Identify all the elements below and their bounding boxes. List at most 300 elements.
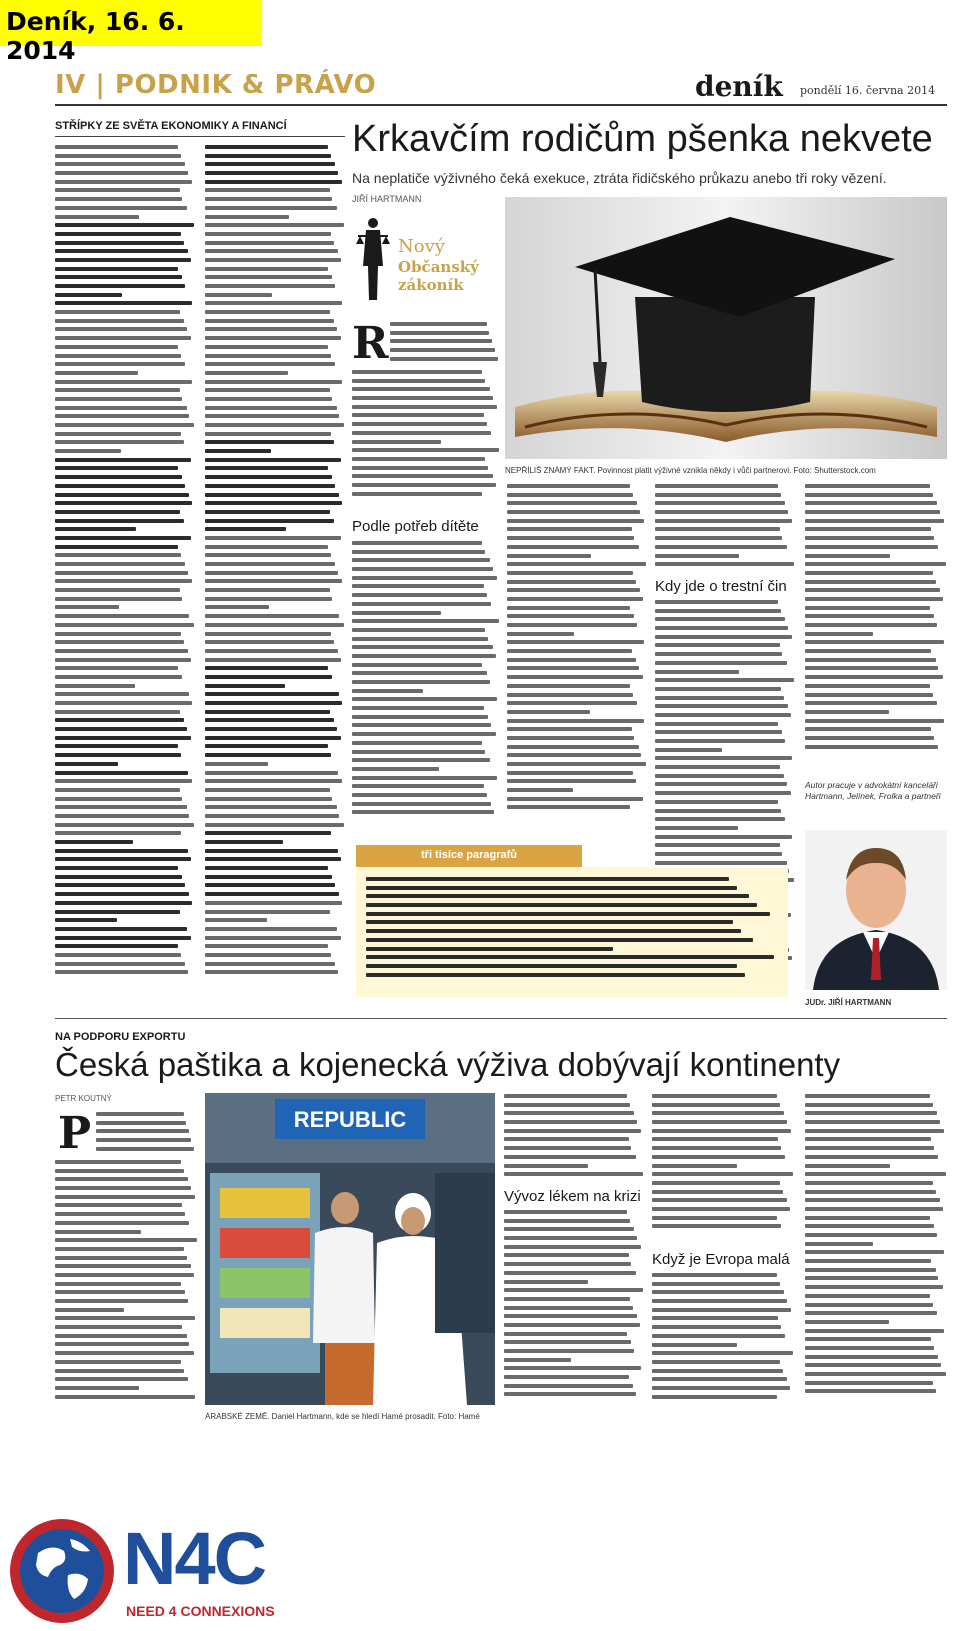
text-line bbox=[504, 1384, 633, 1388]
text-line bbox=[55, 1360, 181, 1364]
text-line bbox=[96, 1121, 186, 1125]
text-line bbox=[55, 545, 178, 549]
text-line bbox=[55, 527, 136, 531]
text-line bbox=[205, 571, 338, 575]
text-line bbox=[55, 423, 194, 427]
text-line bbox=[55, 1282, 181, 1286]
text-line bbox=[55, 840, 133, 844]
text-line bbox=[55, 1316, 195, 1320]
text-line bbox=[366, 920, 733, 924]
text-line bbox=[504, 1111, 634, 1115]
text-line bbox=[55, 675, 182, 679]
text-line bbox=[652, 1325, 781, 1329]
text-line bbox=[205, 866, 328, 870]
text-line bbox=[205, 936, 341, 940]
text-line bbox=[352, 767, 439, 771]
text-line bbox=[805, 1320, 889, 1324]
text-line bbox=[805, 588, 940, 592]
text-line bbox=[205, 241, 334, 245]
newspaper-logo: deník bbox=[695, 70, 783, 103]
text-line bbox=[352, 387, 490, 391]
text-line bbox=[805, 666, 938, 670]
text-line bbox=[352, 697, 497, 701]
trade-fair-photo bbox=[205, 1093, 495, 1405]
text-line bbox=[205, 458, 341, 462]
text-line bbox=[507, 554, 591, 558]
text-line bbox=[805, 710, 889, 714]
text-line bbox=[805, 545, 938, 549]
text-line bbox=[96, 1147, 194, 1151]
text-line bbox=[205, 744, 328, 748]
text-line bbox=[55, 484, 185, 488]
text-line bbox=[507, 623, 637, 627]
logo-tagline: NEED 4 CONNEXIONS bbox=[126, 1603, 275, 1619]
text-line bbox=[352, 457, 485, 461]
text-line bbox=[352, 602, 491, 606]
text-line bbox=[55, 658, 191, 662]
text-line bbox=[55, 1212, 185, 1216]
text-line bbox=[805, 597, 943, 601]
text-line bbox=[205, 944, 328, 948]
text-line bbox=[504, 1288, 643, 1292]
text-line bbox=[805, 1146, 934, 1150]
text-line bbox=[504, 1129, 641, 1133]
text-line bbox=[507, 710, 590, 714]
text-line bbox=[655, 826, 738, 830]
text-line bbox=[55, 475, 182, 479]
text-line bbox=[507, 727, 632, 731]
text-line bbox=[655, 609, 781, 613]
text-line bbox=[352, 723, 491, 727]
text-line bbox=[55, 414, 189, 418]
text-line bbox=[507, 501, 637, 505]
text-line bbox=[205, 171, 338, 175]
text-line bbox=[205, 814, 339, 818]
text-line bbox=[55, 1334, 187, 1338]
text-line bbox=[655, 774, 784, 778]
text-line bbox=[655, 852, 782, 856]
text-line bbox=[205, 579, 342, 583]
info-box-title: tři tisíce paragrafů bbox=[421, 849, 517, 861]
main-article-author: JIŘÍ HARTMANN bbox=[352, 194, 422, 204]
text-line bbox=[96, 1138, 191, 1142]
text-line bbox=[805, 1129, 944, 1133]
text-line bbox=[205, 831, 331, 835]
text-line bbox=[390, 339, 492, 343]
text-line bbox=[205, 466, 328, 470]
text-line bbox=[652, 1137, 778, 1141]
text-line bbox=[205, 892, 339, 896]
text-line bbox=[352, 448, 499, 452]
text-line bbox=[507, 762, 646, 766]
text-line bbox=[504, 1392, 636, 1396]
text-line bbox=[390, 348, 495, 352]
text-line bbox=[205, 805, 337, 809]
text-line bbox=[55, 1247, 184, 1251]
text-line bbox=[805, 519, 944, 523]
main-text-col-3a bbox=[655, 484, 795, 574]
text-line bbox=[366, 929, 741, 933]
text-line bbox=[205, 632, 331, 636]
text-line bbox=[205, 771, 338, 775]
text-line bbox=[652, 1129, 791, 1133]
text-line bbox=[55, 866, 178, 870]
export-subhead-1: Vývoz lékem na krizi bbox=[504, 1188, 641, 1205]
text-line bbox=[652, 1164, 737, 1168]
text-line bbox=[205, 258, 341, 262]
text-line bbox=[55, 319, 184, 323]
text-line bbox=[366, 964, 737, 968]
text-line bbox=[205, 779, 342, 783]
text-line bbox=[55, 388, 180, 392]
text-line bbox=[55, 354, 181, 358]
main-text-col-4 bbox=[805, 484, 947, 772]
text-line bbox=[205, 901, 342, 905]
text-line bbox=[55, 553, 181, 557]
text-line bbox=[805, 1389, 936, 1393]
text-line bbox=[352, 576, 497, 580]
text-line bbox=[652, 1190, 783, 1194]
text-line bbox=[504, 1297, 630, 1301]
text-line bbox=[55, 857, 191, 861]
text-line bbox=[352, 654, 496, 658]
text-line bbox=[805, 1276, 938, 1280]
text-line bbox=[205, 206, 337, 210]
author-portrait bbox=[805, 830, 947, 990]
text-line bbox=[55, 1186, 191, 1190]
text-line bbox=[205, 927, 337, 931]
text-line bbox=[55, 293, 122, 297]
main-text-col-1c bbox=[352, 541, 500, 833]
main-photo-caption: NEPŘÍLIŠ ZNÁMÝ FAKT. Povinnost platit výživné vznikla někdy i vůči partnerovi. Foto: Shutterstock.com bbox=[505, 466, 876, 475]
text-line bbox=[507, 484, 630, 488]
text-line bbox=[507, 519, 644, 523]
text-line bbox=[352, 663, 482, 667]
text-line bbox=[507, 719, 644, 723]
text-line bbox=[507, 493, 633, 497]
text-line bbox=[655, 756, 792, 760]
text-line bbox=[805, 640, 944, 644]
main-article-subtitle: Na neplatiče výživného čeká exekuce, ztráta řidičského průkazu anebo tři roky vězení. bbox=[352, 170, 887, 186]
section-heading: IV | PODNIK & PRÁVO bbox=[55, 70, 377, 100]
text-line bbox=[655, 722, 778, 726]
text-line bbox=[55, 519, 184, 523]
text-line bbox=[205, 154, 331, 158]
text-line bbox=[205, 649, 338, 653]
text-line bbox=[507, 536, 634, 540]
text-line bbox=[55, 171, 188, 175]
text-line bbox=[205, 406, 337, 410]
text-line bbox=[352, 776, 497, 780]
text-line bbox=[504, 1227, 634, 1231]
text-line bbox=[55, 1342, 189, 1346]
text-line bbox=[507, 684, 630, 688]
export-text-col-1a bbox=[96, 1112, 196, 1157]
text-line bbox=[390, 357, 498, 361]
text-line bbox=[655, 545, 787, 549]
text-line bbox=[504, 1332, 627, 1336]
text-line bbox=[352, 405, 497, 409]
text-line bbox=[205, 301, 342, 305]
text-line bbox=[655, 643, 780, 647]
text-line bbox=[352, 611, 441, 615]
text-line bbox=[55, 944, 178, 948]
text-line bbox=[655, 765, 780, 769]
text-line bbox=[55, 215, 139, 219]
text-line bbox=[205, 605, 269, 609]
text-line bbox=[655, 527, 780, 531]
text-line bbox=[507, 614, 634, 618]
text-line bbox=[205, 623, 344, 627]
text-line bbox=[366, 955, 774, 959]
text-line bbox=[55, 1290, 185, 1294]
main-text-col-1a bbox=[390, 322, 500, 367]
text-line bbox=[655, 562, 794, 566]
text-line bbox=[805, 1094, 930, 1098]
text-line bbox=[205, 371, 288, 375]
text-line bbox=[805, 1224, 934, 1228]
text-line bbox=[652, 1146, 781, 1150]
text-line bbox=[55, 901, 192, 905]
text-line bbox=[55, 736, 191, 740]
text-line bbox=[352, 637, 488, 641]
text-line bbox=[805, 1381, 933, 1385]
text-line bbox=[205, 475, 332, 479]
text-line bbox=[55, 1177, 188, 1181]
text-line bbox=[352, 750, 485, 754]
text-line bbox=[55, 875, 182, 879]
text-line bbox=[504, 1349, 634, 1353]
text-line bbox=[55, 1273, 194, 1277]
text-line bbox=[805, 1216, 930, 1220]
text-line bbox=[55, 258, 191, 262]
text-line bbox=[805, 1363, 941, 1367]
text-line bbox=[55, 267, 178, 271]
text-line bbox=[507, 606, 630, 610]
text-line bbox=[352, 671, 487, 675]
text-line bbox=[805, 1120, 940, 1124]
text-line bbox=[205, 692, 339, 696]
text-line bbox=[55, 779, 192, 783]
graduation-cap-photo bbox=[505, 197, 947, 459]
text-line bbox=[504, 1314, 637, 1318]
text-line bbox=[655, 678, 794, 682]
text-line bbox=[55, 892, 189, 896]
text-line bbox=[55, 883, 185, 887]
text-line bbox=[205, 597, 332, 601]
text-line bbox=[805, 736, 934, 740]
text-line bbox=[805, 1164, 890, 1168]
text-line bbox=[205, 562, 335, 566]
text-line bbox=[205, 327, 337, 331]
text-line bbox=[655, 493, 781, 497]
text-line bbox=[805, 1346, 934, 1350]
export-section-heading: NA PODPORU EXPORTU bbox=[55, 1031, 186, 1043]
text-line bbox=[805, 1329, 944, 1333]
text-line bbox=[205, 501, 342, 505]
text-line bbox=[652, 1198, 787, 1202]
text-line bbox=[655, 817, 785, 821]
text-line bbox=[652, 1386, 790, 1390]
text-line bbox=[55, 310, 180, 314]
text-line bbox=[507, 588, 640, 592]
text-line bbox=[55, 1308, 124, 1312]
text-line bbox=[507, 649, 632, 653]
text-line bbox=[205, 840, 283, 844]
text-line bbox=[805, 719, 944, 723]
text-line bbox=[507, 771, 633, 775]
text-line bbox=[205, 823, 344, 827]
briefs-text-col-2 bbox=[205, 145, 345, 975]
banner-text: REPUBLIC bbox=[293, 1107, 407, 1132]
text-line bbox=[655, 835, 792, 839]
text-line bbox=[55, 710, 180, 714]
export-article-title: Česká paštika a kojenecká výživa dobývají kontinenty bbox=[55, 1046, 841, 1083]
text-line bbox=[652, 1207, 790, 1211]
text-line bbox=[55, 1351, 194, 1355]
text-line bbox=[55, 284, 185, 288]
text-line bbox=[205, 536, 341, 540]
text-line bbox=[205, 701, 342, 705]
text-line bbox=[352, 741, 482, 745]
text-line bbox=[507, 510, 640, 514]
text-line bbox=[805, 701, 937, 705]
text-line bbox=[55, 1377, 188, 1381]
text-line bbox=[55, 345, 178, 349]
text-line bbox=[504, 1094, 627, 1098]
text-line bbox=[504, 1219, 630, 1223]
text-line bbox=[55, 180, 192, 184]
text-line bbox=[805, 632, 873, 636]
text-line bbox=[55, 797, 182, 801]
text-line bbox=[55, 406, 187, 410]
main-text-col-2 bbox=[507, 484, 647, 834]
text-line bbox=[205, 414, 339, 418]
text-line bbox=[55, 692, 189, 696]
text-line bbox=[507, 701, 637, 705]
text-line bbox=[352, 474, 493, 478]
text-line bbox=[55, 327, 187, 331]
export-subhead-2: Když je Evropa malá bbox=[652, 1251, 790, 1268]
text-line bbox=[55, 1203, 182, 1207]
text-line bbox=[352, 810, 494, 814]
text-line bbox=[805, 1207, 943, 1211]
text-line bbox=[652, 1094, 777, 1098]
text-line bbox=[504, 1306, 633, 1310]
text-line bbox=[805, 554, 890, 558]
text-line bbox=[55, 1369, 184, 1373]
text-line bbox=[805, 1181, 933, 1185]
text-line bbox=[805, 1294, 930, 1298]
text-line bbox=[205, 493, 339, 497]
text-line bbox=[55, 1395, 195, 1399]
text-line bbox=[55, 249, 188, 253]
text-line bbox=[352, 558, 490, 562]
text-line bbox=[352, 422, 487, 426]
issue-date: pondělí 16. června 2014 bbox=[800, 84, 936, 97]
text-line bbox=[55, 640, 184, 644]
text-line bbox=[805, 684, 930, 688]
text-line bbox=[655, 687, 781, 691]
text-line bbox=[55, 579, 192, 583]
text-line bbox=[55, 371, 138, 375]
text-line bbox=[504, 1120, 637, 1124]
text-line bbox=[504, 1103, 630, 1107]
text-line bbox=[205, 197, 332, 201]
text-line bbox=[507, 805, 630, 809]
text-line bbox=[507, 753, 641, 757]
text-line bbox=[652, 1316, 778, 1320]
text-line bbox=[652, 1360, 780, 1364]
series-label bbox=[352, 210, 492, 310]
text-line bbox=[55, 1299, 188, 1303]
text-line bbox=[655, 536, 782, 540]
text-line bbox=[205, 588, 330, 592]
text-line bbox=[55, 1221, 189, 1225]
text-line bbox=[805, 1303, 933, 1307]
text-line bbox=[507, 797, 643, 801]
export-text-col-3b bbox=[652, 1273, 794, 1420]
text-line bbox=[205, 684, 285, 688]
text-line bbox=[205, 727, 337, 731]
text-line bbox=[205, 432, 331, 436]
text-line bbox=[652, 1299, 787, 1303]
series-label-code: Občanský zákoník bbox=[398, 258, 479, 294]
text-line bbox=[352, 431, 491, 435]
text-line bbox=[366, 947, 613, 951]
text-line bbox=[805, 1250, 944, 1254]
text-line bbox=[205, 275, 332, 279]
text-line bbox=[352, 466, 488, 470]
text-line bbox=[352, 784, 484, 788]
text-line bbox=[55, 162, 185, 166]
briefs-heading: STŘÍPKY ZE SVĚTA EKONOMIKY A FINANCÍ bbox=[55, 120, 287, 132]
text-line bbox=[55, 666, 178, 670]
text-line bbox=[507, 562, 646, 566]
text-line bbox=[352, 440, 441, 444]
text-line bbox=[205, 883, 335, 887]
text-line bbox=[652, 1343, 737, 1347]
text-line bbox=[55, 223, 194, 227]
text-line bbox=[805, 623, 937, 627]
text-line bbox=[805, 1337, 931, 1341]
text-line bbox=[352, 758, 490, 762]
text-line bbox=[205, 675, 332, 679]
text-line bbox=[55, 362, 185, 366]
text-line bbox=[55, 571, 188, 575]
text-line bbox=[205, 510, 330, 514]
text-line bbox=[504, 1253, 629, 1257]
text-line bbox=[507, 693, 633, 697]
text-line bbox=[205, 736, 341, 740]
text-line bbox=[655, 510, 788, 514]
text-line bbox=[205, 180, 342, 184]
text-line bbox=[205, 188, 330, 192]
text-line bbox=[55, 536, 191, 540]
text-line bbox=[805, 606, 930, 610]
text-line bbox=[55, 241, 184, 245]
text-line bbox=[55, 762, 118, 766]
text-line bbox=[55, 814, 189, 818]
text-line bbox=[504, 1375, 629, 1379]
source-date-label bbox=[0, 0, 262, 65]
text-line bbox=[55, 1238, 197, 1242]
text-line bbox=[55, 805, 187, 809]
text-line bbox=[205, 388, 330, 392]
text-line bbox=[205, 162, 335, 166]
text-line bbox=[805, 1198, 940, 1202]
text-line bbox=[55, 910, 180, 914]
